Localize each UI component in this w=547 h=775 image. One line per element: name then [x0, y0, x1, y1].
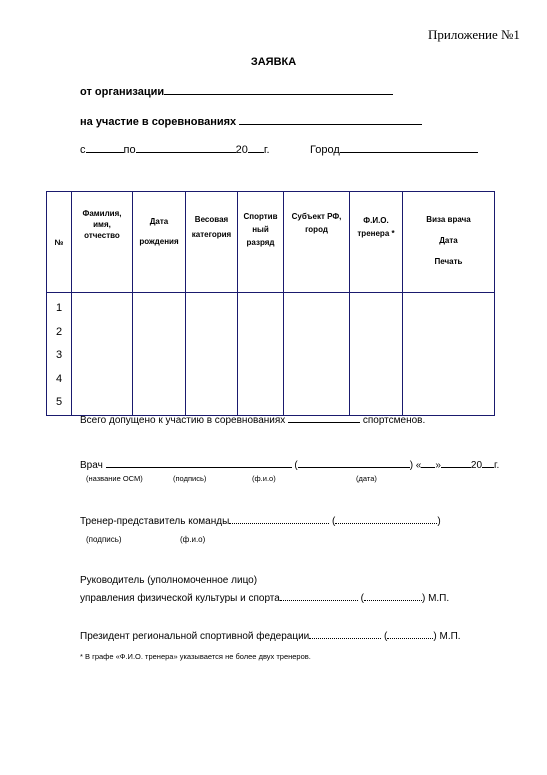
- appendix-label: Приложение №1: [428, 27, 520, 42]
- row-number: 3: [55, 349, 63, 361]
- row-numbers-cell: [47, 293, 72, 416]
- date-from-field[interactable]: [86, 143, 124, 153]
- row-number: 2: [55, 325, 63, 338]
- document-title: ЗАЯВКА: [250, 56, 297, 68]
- doctor-label: Врач: [80, 460, 103, 471]
- admitted-count-field[interactable]: [288, 413, 360, 423]
- date-to-label: по: [123, 144, 136, 156]
- col-doctor-visa-header: Виза врача Дата Печать: [403, 192, 495, 293]
- quote-close: »: [435, 460, 441, 471]
- city-label: Город: [310, 144, 340, 156]
- participants-table: [46, 191, 495, 416]
- table-body-row: [47, 293, 495, 416]
- fio-cell[interactable]: [72, 293, 133, 416]
- city-line: [310, 143, 478, 156]
- doctor-year-field[interactable]: [482, 458, 494, 468]
- coach-line: Тренер-представитель команды ( ): [80, 516, 441, 527]
- head-line2-label: управления физической культуры и спорта: [80, 593, 280, 604]
- caption-osm: (название ОСМ): [86, 474, 143, 483]
- admitted-suffix: спортсменов.: [362, 415, 426, 426]
- admitted-line: [80, 413, 425, 426]
- dates-line: [80, 143, 270, 156]
- date-to-field[interactable]: [136, 143, 236, 153]
- col-rank-header: Спортив ный разряд: [238, 192, 284, 293]
- table-header-row: [47, 192, 495, 293]
- stamp-place: М.П.: [428, 593, 450, 604]
- head-line2: управления физической культуры и спорта ( ) М.П.: [80, 593, 450, 604]
- competition-field[interactable]: [239, 115, 422, 125]
- city-field[interactable]: [340, 143, 478, 153]
- doctor-line: Врач ( ) « » 20 г.: [80, 460, 500, 471]
- doctor-sign-field[interactable]: [106, 458, 292, 468]
- president-sign-field[interactable]: [309, 629, 381, 639]
- caption-date: (дата): [356, 474, 377, 483]
- coach-caption-sign: (подпись): [86, 535, 122, 544]
- col-weight-header: Весовая категория: [186, 192, 238, 293]
- doctor-year-suffix: г.: [494, 460, 500, 471]
- year-field[interactable]: [248, 143, 264, 153]
- coach-caption-fio: (ф.и.о): [180, 535, 206, 544]
- col-coach-header: Ф.И.О. тренера *: [350, 192, 403, 293]
- doctor-fio-field[interactable]: [298, 458, 410, 468]
- doctor-visa-cell[interactable]: [403, 293, 495, 416]
- coach-sign-field[interactable]: [229, 514, 329, 524]
- competition-label: на участие в соревнованиях: [80, 116, 237, 128]
- date-from-label: с: [80, 144, 86, 156]
- stamp-place: М.П.: [439, 631, 461, 642]
- row-number: 5: [55, 396, 63, 408]
- year-prefix: 20: [235, 144, 248, 156]
- birthdate-cell[interactable]: [133, 293, 186, 416]
- caption-sign: (подпись): [173, 474, 207, 483]
- region-cell[interactable]: [284, 293, 350, 416]
- row-number: 1: [55, 302, 63, 314]
- org-label: от организации: [80, 86, 165, 98]
- footnote: * В графе «Ф.И.О. тренера» указывается не более двух тренеров.: [80, 652, 311, 661]
- doctor-year: 20: [470, 460, 483, 471]
- head-sign-field[interactable]: [280, 591, 358, 601]
- head-line1: Руководитель (уполномоченное лицо): [80, 575, 258, 586]
- col-number-header: №: [47, 192, 72, 293]
- org-field[interactable]: [164, 85, 393, 95]
- doctor-day-field[interactable]: [421, 458, 435, 468]
- coach-fio-field[interactable]: [335, 514, 437, 524]
- org-line: [80, 85, 393, 98]
- doctor-month-field[interactable]: [441, 458, 471, 468]
- head-fio-field[interactable]: [364, 591, 422, 601]
- caption-fio: (ф.и.о): [252, 474, 276, 483]
- admitted-label: Всего допущено к участию в соревнованиях: [80, 415, 286, 426]
- coach-cell[interactable]: [350, 293, 403, 416]
- col-birthdate-header: Дата рождения: [133, 192, 186, 293]
- year-suffix: г.: [263, 144, 270, 156]
- competition-line: [80, 115, 422, 128]
- coach-label: Тренер-представитель команды: [80, 516, 230, 527]
- col-fio-header: Фамилия, имя, отчество: [72, 192, 133, 293]
- president-label: Президент региональной спортивной федерации: [80, 631, 310, 642]
- president-line: Президент региональной спортивной федерации ( ) М.П.: [80, 631, 461, 642]
- col-region-header: Субъект РФ, город: [284, 192, 350, 293]
- rank-cell[interactable]: [238, 293, 284, 416]
- weight-cell[interactable]: [186, 293, 238, 416]
- quote-open: «: [415, 460, 422, 471]
- row-number: 4: [55, 372, 63, 385]
- president-fio-field[interactable]: [387, 629, 433, 639]
